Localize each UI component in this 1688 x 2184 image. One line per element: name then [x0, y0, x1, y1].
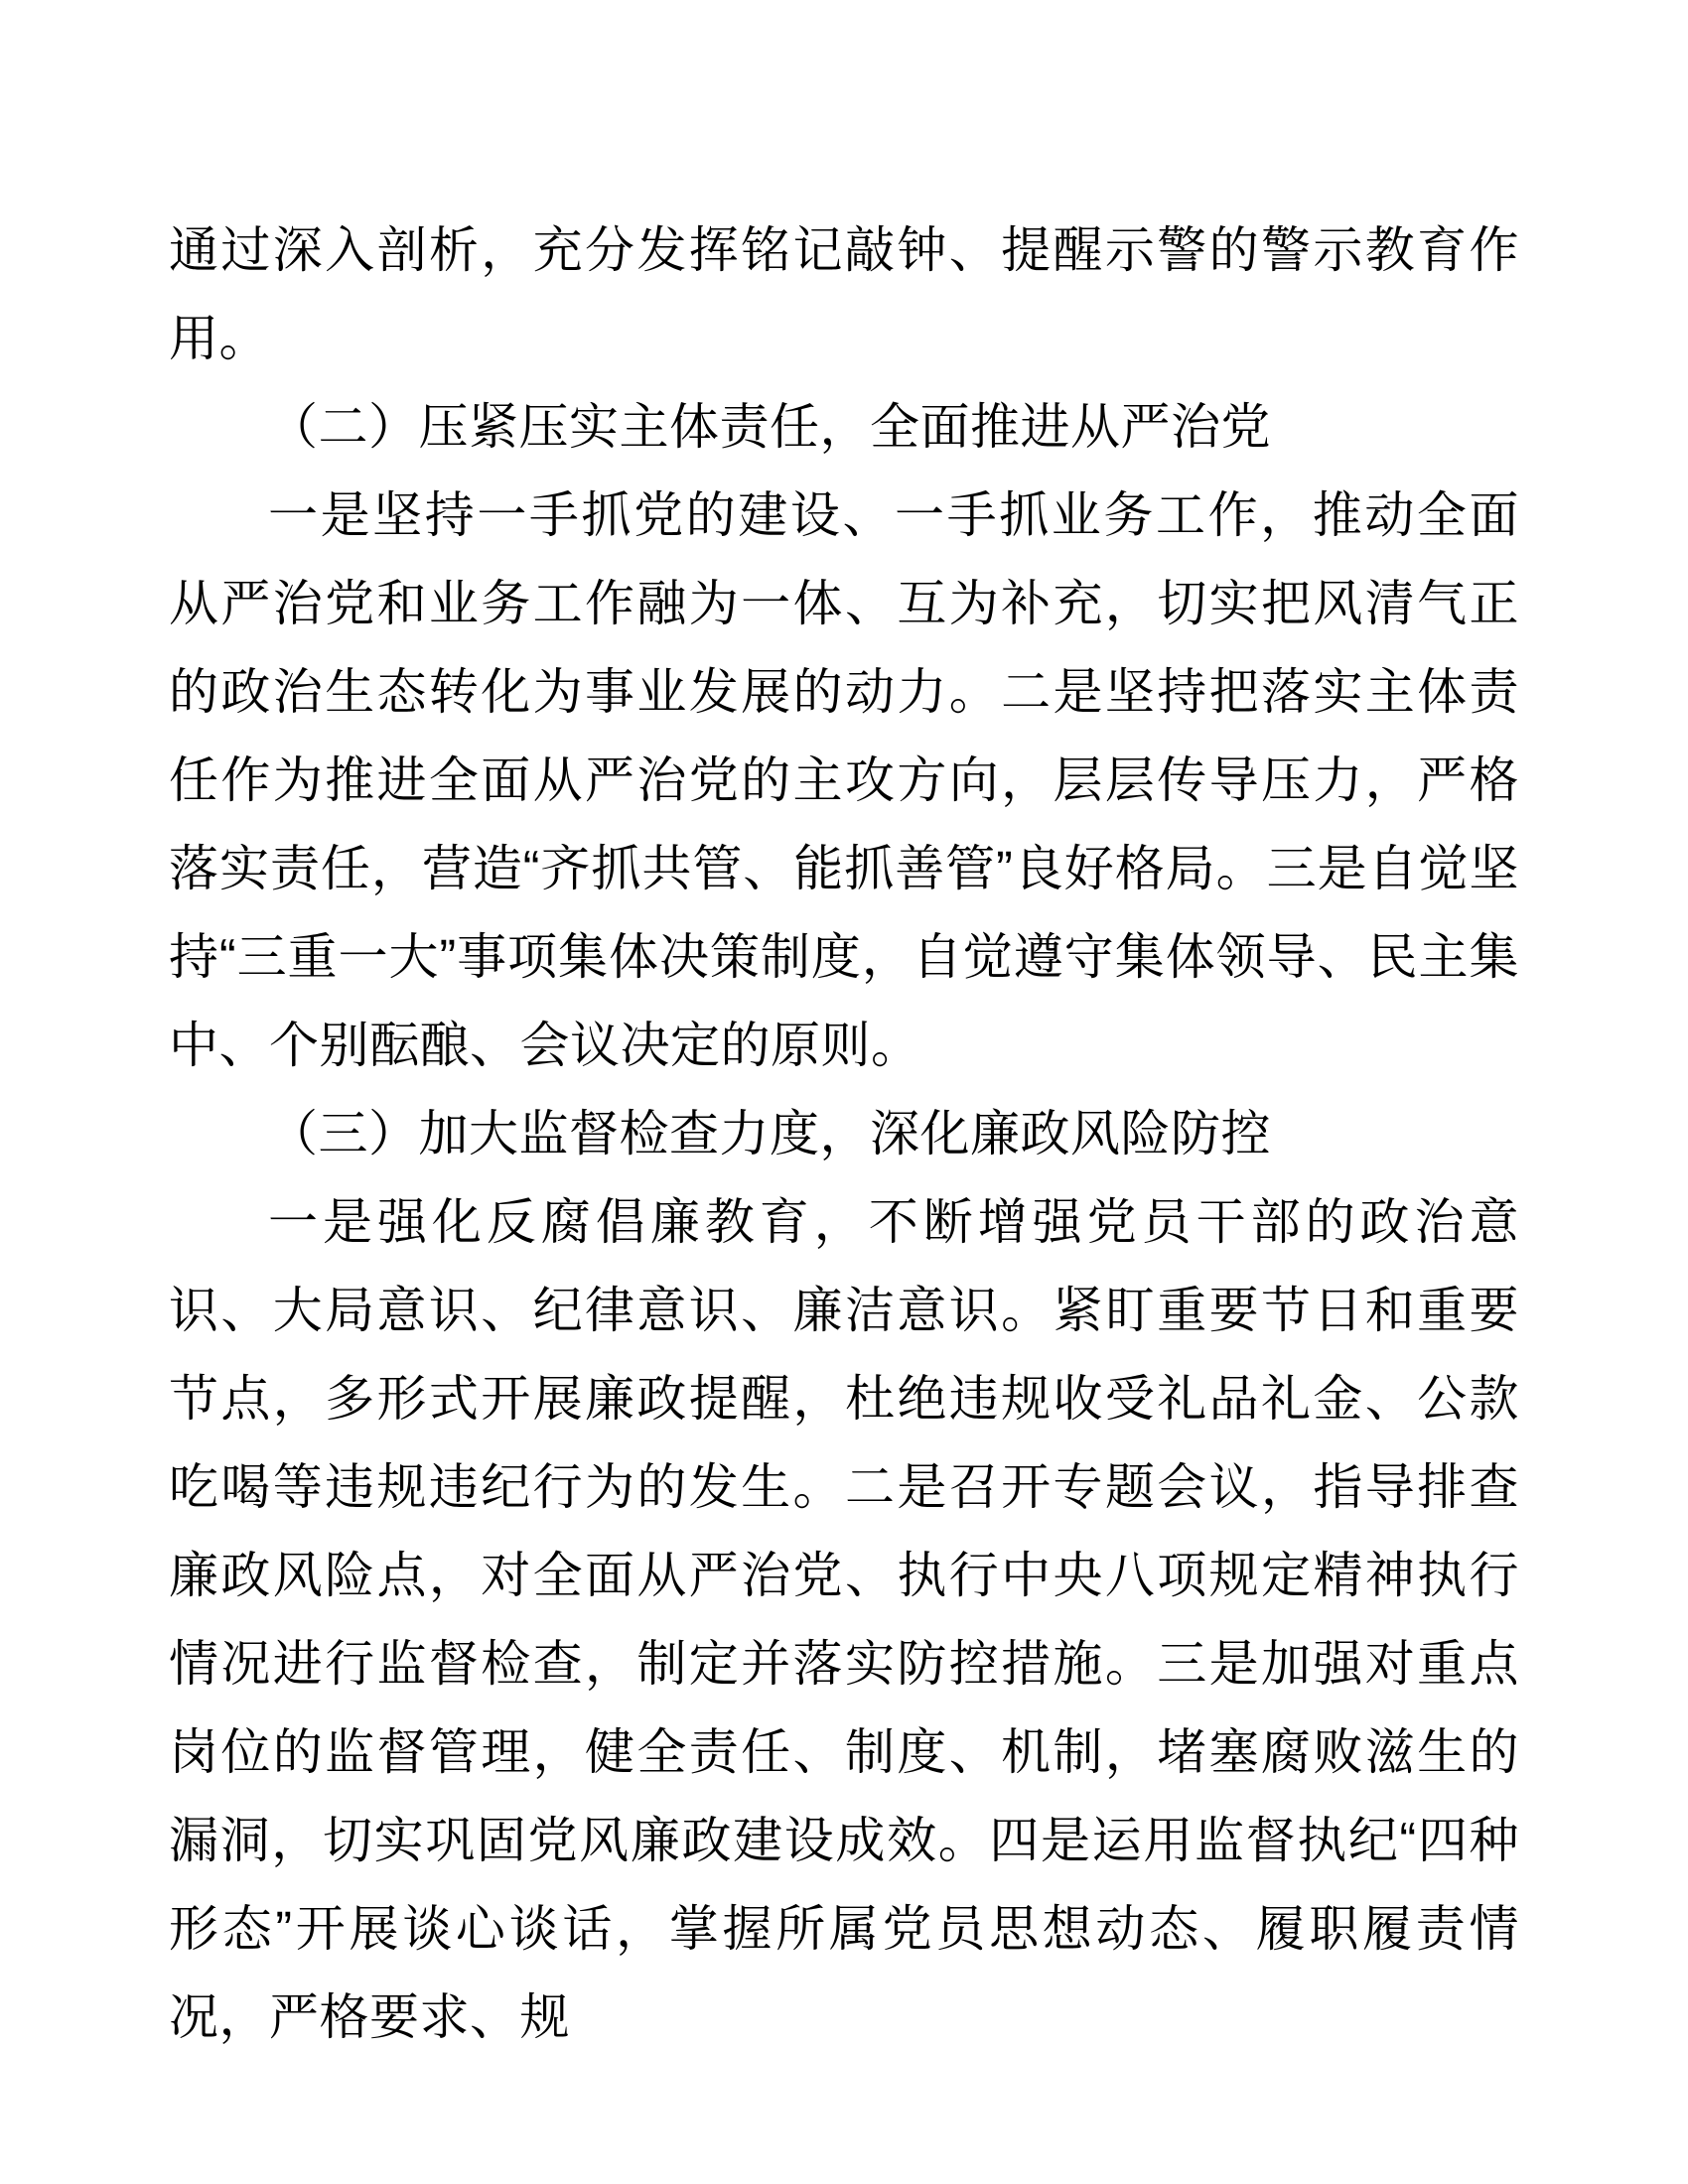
section-heading-3: （三）加大监督检查力度，深化廉政风险防控	[268, 1106, 1271, 1161]
paragraph-continuation: 通过深入剖析，充分发挥铭记敲钟、提醒示警的警示教育作用。	[169, 222, 1519, 366]
section-heading-2: （二）压紧压实主体责任，全面推进从严治党	[268, 399, 1271, 455]
paragraph-section-2-body: 一是坚持一手抓党的建设、一手抓业务工作，推动全面从严治党和业务工作融为一体、互为补充，切实把风清气正的政治生态转化为事业发展的动力。二是坚持把落实主体责任作为推进全面从严治党的主攻方向，层层传导压力，严格落实责任，营造“齐抓共管、能抓善管”良好格局。三是自觉坚持“三重一大”事项集体决策制度，自觉遵守集体领导、民主集中、个别酝酿、会议决定的原则。	[169, 487, 1519, 1073]
paragraph-section-3-body: 一是强化反腐倡廉教育，不断增强党员干部的政治意识、大局意识、纪律意识、廉洁意识。紧盯重要节日和重要节点，多形式开展廉政提醒，杜绝违规收受礼品礼金、公款吃喝等违规违纪行为的发生。二是召开专题会议，指导排查廉政风险点，对全面从严治党、执行中央八项规定精神执行情况进行监督检查，制定并落实防控措施。三是加强对重点岗位的监督管理，健全责任、制度、机制，堵塞腐败滋生的漏洞，切实巩固党风廉政建设成效。四是运用监督执纪“四种形态”开展谈心谈话，掌握所属党员思想动态、履职履责情况，严格要求、规	[169, 1194, 1519, 2045]
